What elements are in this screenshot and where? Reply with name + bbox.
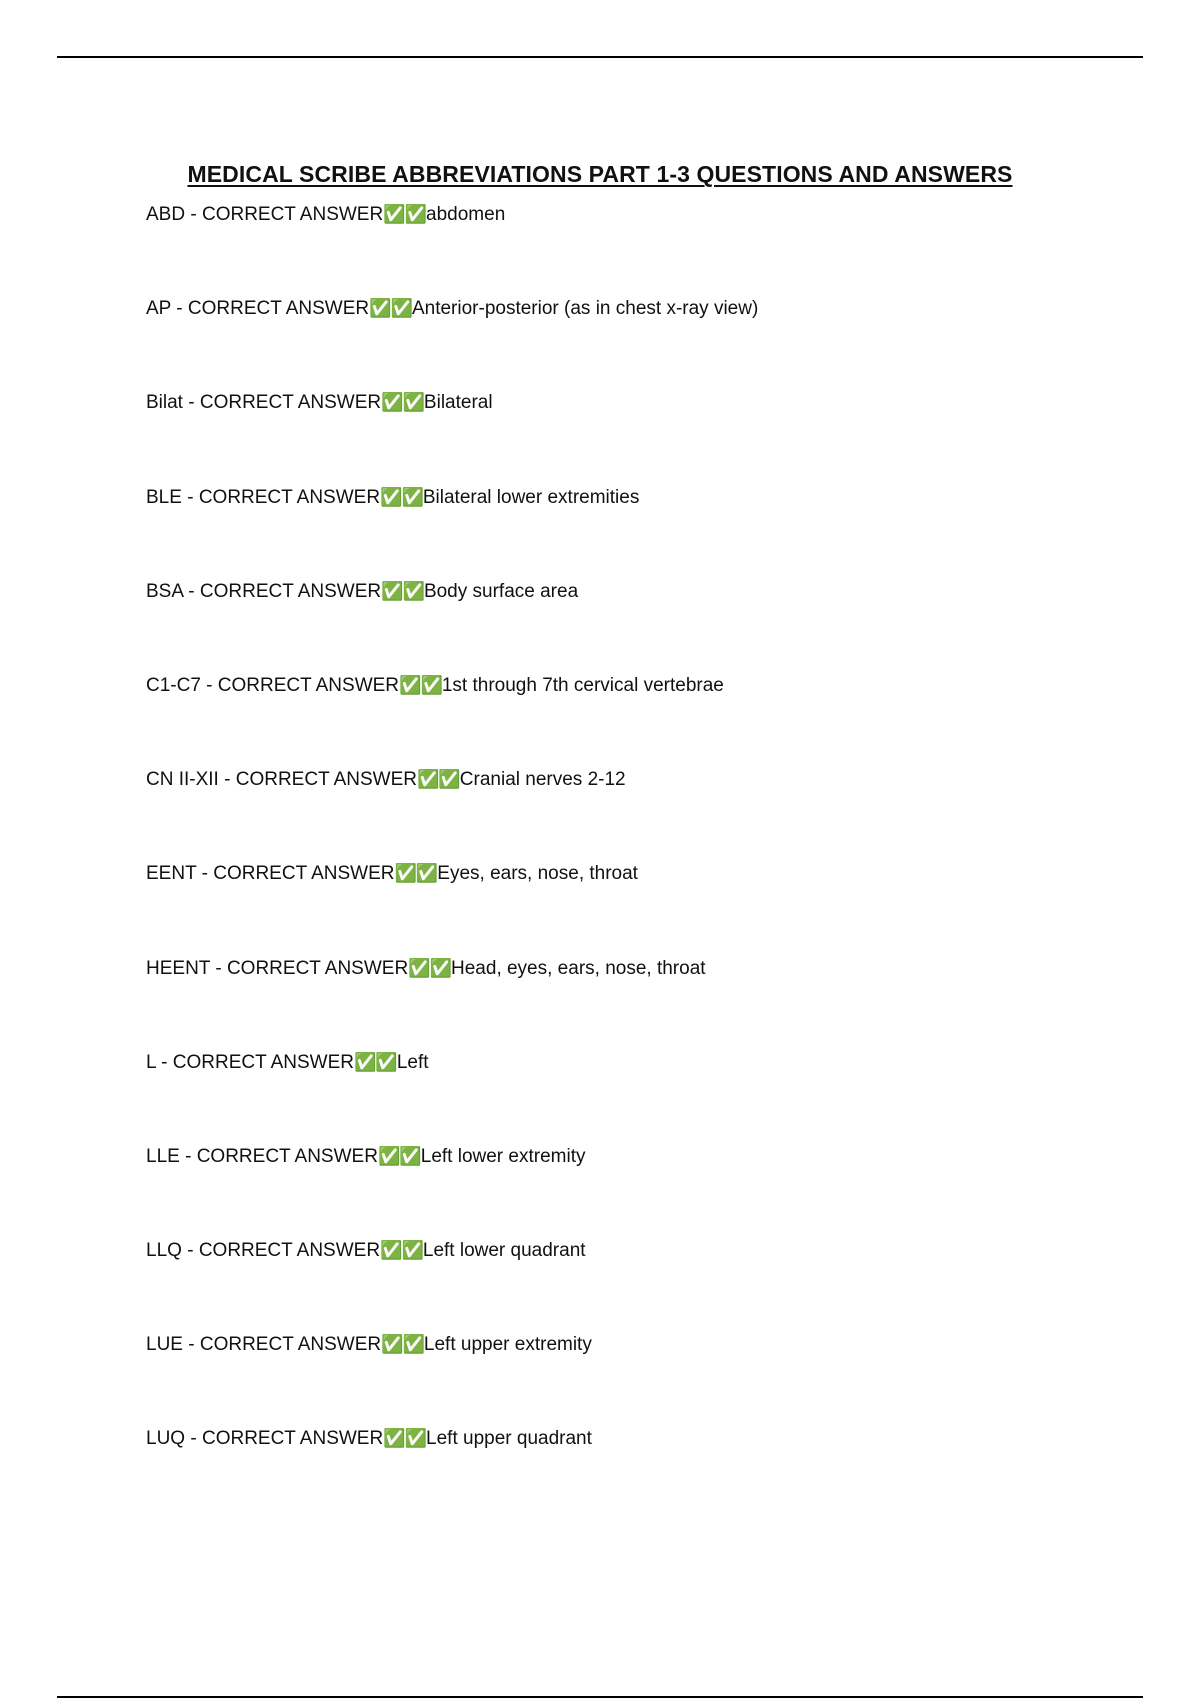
separator: - <box>200 674 218 696</box>
definition: Eyes, ears, nose, throat <box>437 863 638 885</box>
separator: - <box>185 204 202 225</box>
answer-label: CORRECT ANSWER <box>198 486 381 508</box>
separator: - <box>196 863 214 885</box>
definition: Bilateral <box>423 392 493 414</box>
answer-label: CORRECT ANSWER <box>213 863 395 885</box>
definition: Left lower quadrant <box>422 1240 586 1262</box>
answer-label: CORRECT ANSWER <box>226 957 409 979</box>
qa-item <box>146 297 1146 391</box>
definition: Head, eyes, ears, nose, throat <box>451 957 706 979</box>
document-title: MEDICAL SCRIBE ABBREVIATIONS PART 1-3 QUESTIONS AND ANSWERS <box>187 161 1013 188</box>
check-mark-icon: ✅✅ <box>380 486 423 508</box>
definition: 1st through 7th cervical vertebrae <box>441 674 724 696</box>
definition: Bilateral lower extremities <box>422 486 640 508</box>
definition: Cranial nerves 2-12 <box>459 769 626 791</box>
abbreviation-term: LUQ <box>146 1428 186 1450</box>
qa-item <box>146 1427 1146 1521</box>
qa-item <box>146 862 1146 956</box>
answer-label: CORRECT ANSWER <box>201 1428 384 1450</box>
top-rule <box>57 56 1143 58</box>
abbreviation-term: LUE <box>146 1334 183 1356</box>
answer-label: CORRECT ANSWER <box>199 580 382 602</box>
abbreviation-term: HEENT <box>146 957 211 979</box>
separator: - <box>171 298 188 320</box>
check-mark-icon: ✅✅ <box>377 1145 421 1167</box>
abbreviation-term: CN II-XII <box>146 769 219 791</box>
check-mark-icon: ✅✅ <box>416 769 460 791</box>
separator: - <box>182 392 200 414</box>
abbreviation-term: LLE <box>146 1145 180 1167</box>
qa-item <box>146 1145 1146 1239</box>
definition: Left upper extremity <box>423 1334 592 1356</box>
qa-item <box>146 580 1146 674</box>
abbreviation-term: AP <box>146 298 172 320</box>
separator: - <box>179 1145 197 1167</box>
qa-item <box>146 1239 1146 1333</box>
answer-label: CORRECT ANSWER <box>172 1051 354 1073</box>
answer-label: CORRECT ANSWER <box>187 298 370 320</box>
abbreviation-term: Bilat <box>146 392 183 414</box>
definition: Anterior-posterior (as in chest x-ray view) <box>411 298 759 320</box>
answer-label: CORRECT ANSWER <box>198 1240 381 1262</box>
definition: abdomen <box>426 204 506 225</box>
qa-item <box>146 1333 1146 1427</box>
definition: Left <box>396 1051 429 1073</box>
qa-item <box>146 391 1146 485</box>
qa-item <box>146 203 1146 297</box>
separator: - <box>182 1334 200 1356</box>
abbreviation-term: L <box>146 1051 156 1073</box>
check-mark-icon: ✅✅ <box>381 1334 424 1356</box>
abbreviation-term: C1-C7 <box>146 674 201 696</box>
abbreviation-term: BSA <box>146 580 183 602</box>
answer-label: CORRECT ANSWER <box>217 674 400 696</box>
check-mark-icon: ✅✅ <box>381 580 424 602</box>
separator: - <box>210 957 227 979</box>
answer-label: CORRECT ANSWER <box>235 769 417 791</box>
separator: - <box>218 769 236 791</box>
definition: Body surface area <box>423 580 579 602</box>
qa-item <box>146 674 1146 768</box>
abbreviation-term: LLQ <box>146 1240 182 1262</box>
bottom-rule <box>57 1696 1143 1698</box>
check-mark-icon: ✅✅ <box>383 1428 427 1450</box>
check-mark-icon: ✅✅ <box>369 298 412 320</box>
abbreviation-term: ABD <box>146 204 186 225</box>
separator: - <box>181 1240 199 1262</box>
separator: - <box>181 486 199 508</box>
qa-item <box>146 957 1146 1051</box>
qa-item <box>146 486 1146 580</box>
definition: Left lower extremity <box>420 1145 586 1167</box>
answer-label: CORRECT ANSWER <box>199 1334 382 1356</box>
abbreviation-term: EENT <box>146 863 197 885</box>
check-mark-icon: ✅✅ <box>383 204 427 225</box>
check-mark-icon: ✅✅ <box>380 1240 423 1262</box>
answer-label: CORRECT ANSWER <box>199 392 382 414</box>
qa-item <box>146 768 1146 862</box>
check-mark-icon: ✅✅ <box>381 392 424 414</box>
check-mark-icon: ✅✅ <box>394 863 438 885</box>
abbreviation-term: BLE <box>146 486 182 508</box>
check-mark-icon: ✅✅ <box>408 957 452 979</box>
qa-list <box>146 203 1146 1522</box>
answer-label: CORRECT ANSWER <box>201 204 384 225</box>
separator: - <box>182 580 200 602</box>
separator: - <box>155 1051 173 1073</box>
check-mark-icon: ✅✅ <box>399 674 442 696</box>
separator: - <box>185 1428 202 1450</box>
definition: Left upper quadrant <box>426 1428 592 1450</box>
check-mark-icon: ✅✅ <box>354 1051 397 1073</box>
answer-label: CORRECT ANSWER <box>196 1145 378 1167</box>
qa-item <box>146 1051 1146 1145</box>
